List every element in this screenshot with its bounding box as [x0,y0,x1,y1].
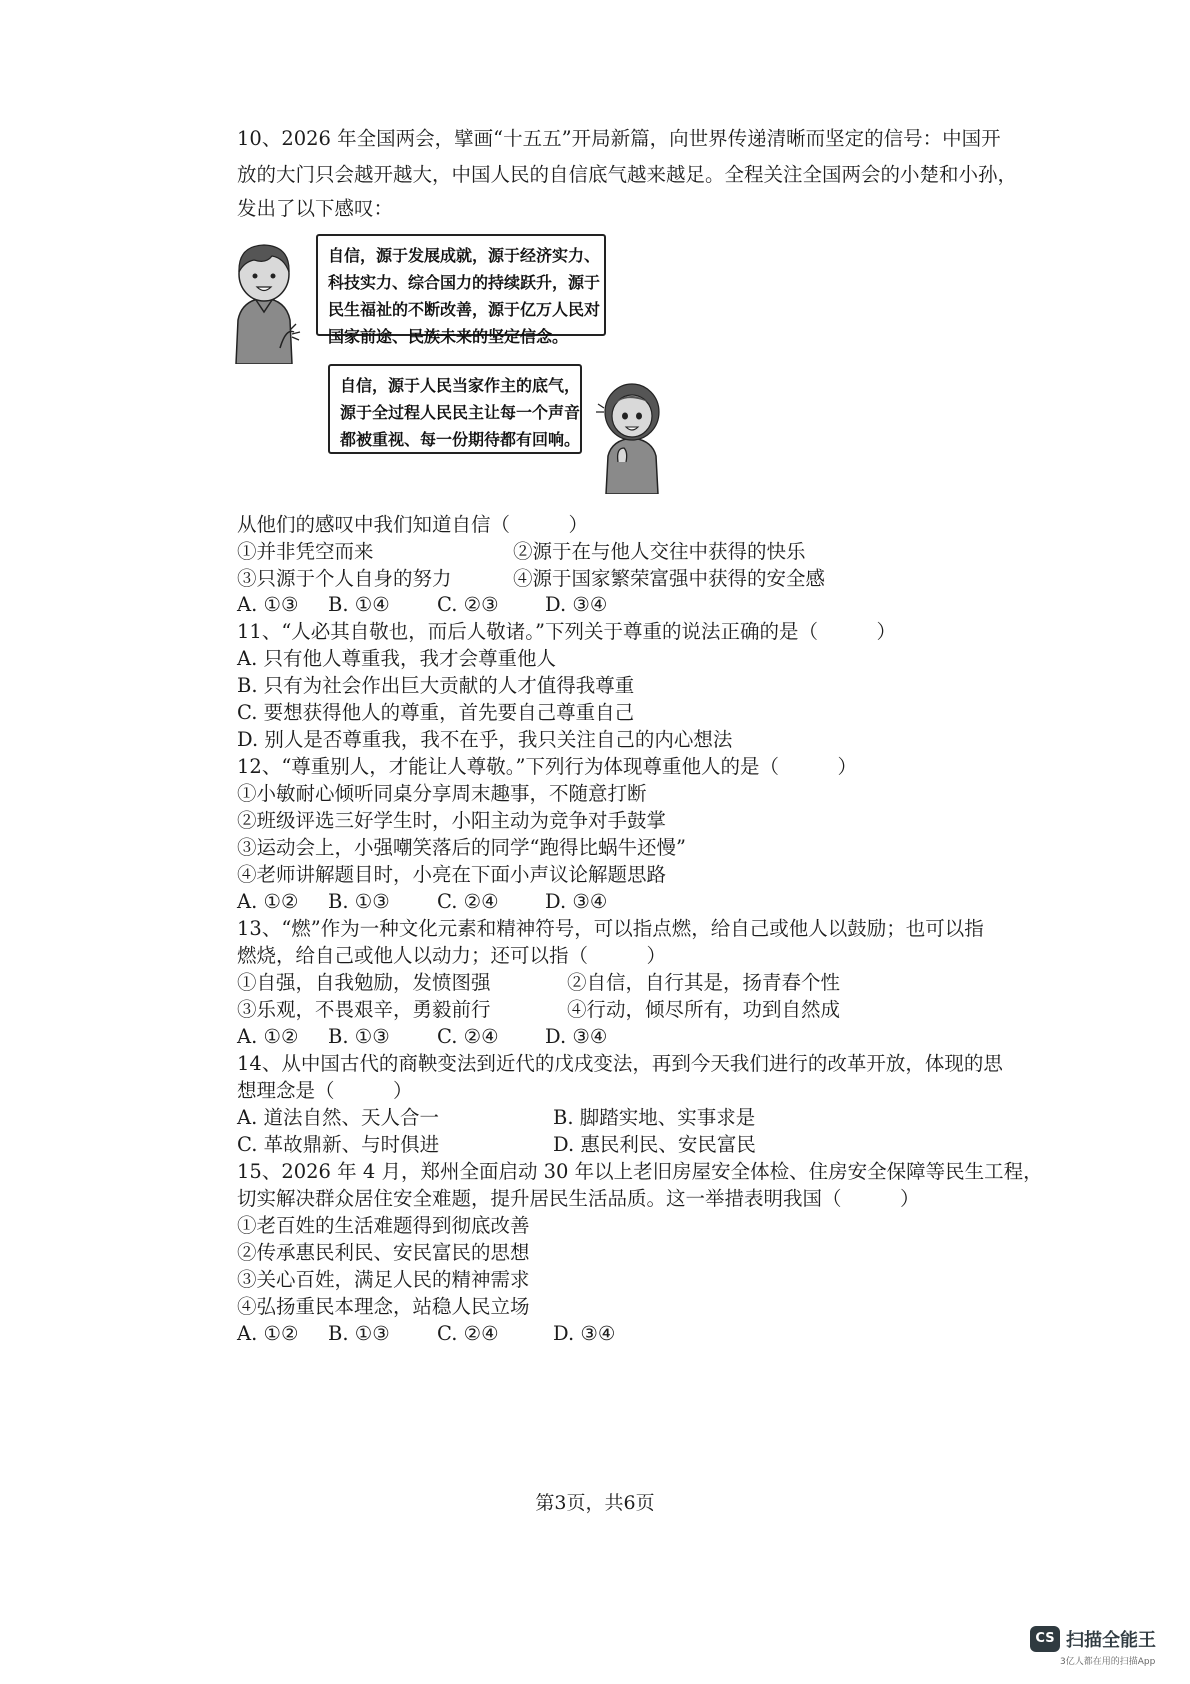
q14-stem-line-2: 想理念是（ ） [237,1079,413,1102]
bubble-boy-line-1: 自信，源于发展成就，源于经济实力、 [328,246,601,265]
q15-item-2: ②传承惠民利民、安民富民的思想 [237,1241,530,1264]
girl-illustration [592,378,670,494]
q12-answer-c: C. ②④ [437,890,499,913]
q13-answer-c: C. ②④ [437,1025,499,1048]
q13-option-1: ①自强，自我勉励，发愤图强 [237,971,491,994]
q12-answer-d: D. ③④ [545,890,608,913]
speech-bubble-boy [316,234,606,346]
q11-stem: 11、“人必其自敬也，而后人敬诸。”下列关于尊重的说法正确的是（ ） [237,620,897,643]
q13-option-2: ②自信，自行其是，扬青春个性 [567,971,841,994]
q15-stem-line-2: 切实解决群众居住安全难题，提升居民生活品质。这一举措表明我国（ ） [237,1187,920,1210]
q13-stem-line-2: 燃烧，给自己或他人以动力；还可以指（ ） [237,944,667,967]
q15-answer-d: D. ③④ [553,1322,616,1345]
q12-answer-b: B. ①③ [328,890,390,913]
q14-option-c: C. 革故鼎新、与时俱进 [237,1133,440,1156]
q10-answer-d: D. ③④ [545,593,608,616]
q10-stem-line-3: 发出了以下感叹： [237,197,394,220]
scanner-watermark [1030,1622,1170,1668]
q13-answer-a: A. ①② [237,1025,299,1048]
q11-option-a: A. 只有他人尊重我，我才会尊重他人 [237,647,556,670]
q15-item-4: ④弘扬重民本理念，站稳人民立场 [237,1295,530,1318]
camscanner-logo-icon: CS [1030,1626,1060,1652]
q15-item-3: ③关心百姓，满足人民的精神需求 [237,1268,530,1291]
q10-answer-a: A. ①③ [237,593,299,616]
q10-answer-c: C. ②③ [437,593,499,616]
speech-bubble-girl [328,364,582,454]
q12-item-2: ②班级评选三好学生时，小阳主动为竞争对手鼓掌 [237,809,667,832]
q14-option-d: D. 惠民利民、安民富民 [553,1133,756,1156]
q10-question: 从他们的感叹中我们知道自信（ ） [237,513,589,536]
q11-option-c: C. 要想获得他人的尊重，首先要自己尊重自己 [237,701,635,724]
q13-answer-b: B. ①③ [328,1025,390,1048]
q12-item-3: ③运动会上，小强嘲笑落后的同学“跑得比蜗牛还慢” [237,836,686,859]
q11-option-b: B. 只有为社会作出巨大贡献的人才值得我尊重 [237,674,635,697]
q13-option-3: ③乐观，不畏艰辛，勇毅前行 [237,998,491,1021]
q14-option-b: B. 脚踏实地、实事求是 [553,1106,756,1129]
q12-answer-a: A. ①② [237,890,299,913]
q13-option-4: ④行动，倾尽所有，功到自然成 [567,998,841,1021]
scanner-brand-name: 扫描全能王 [1066,1630,1156,1651]
q12-stem: 12、“尊重别人，才能让人尊敬。”下列行为体现尊重他人的是（ ） [237,755,858,778]
bubble-girl-line-2: 源于全过程人民民主让每一个声音 [340,403,581,422]
bubble-boy-line-3: 民生福祉的不断改善，源于亿万人民对 [328,300,601,319]
q15-stem-line-1: 15、2026 年 4 月，郑州全面启动 30 年以上老旧房屋安全体检、住房安全保障等民生工程， [237,1160,1043,1183]
boy-illustration [224,236,304,364]
q15-answer-b: B. ①③ [328,1322,390,1345]
bubble-girl-line-1: 自信，源于人民当家作主的底气， [340,376,581,395]
q10-option-4: ④源于国家繁荣富强中获得的安全感 [513,567,826,590]
q10-option-3: ③只源于个人自身的努力 [237,567,452,590]
bubble-girl-line-3: 都被重视、每一份期待都有回响。 [340,430,581,449]
q10-option-2: ②源于在与他人交往中获得的快乐 [513,540,806,563]
q10-stem-line-2: 放的大门只会越开越大，中国人民的自信底气越来越足。全程关注全国两会的小楚和小孙， [237,163,1018,186]
q15-item-1: ①老百姓的生活难题得到彻底改善 [237,1214,530,1237]
bubble-boy-line-4: 国家前途、民族未来的坚定信念。 [328,327,569,346]
q14-option-a: A. 道法自然、天人合一 [237,1106,439,1129]
q10-answer-b: B. ①④ [328,593,390,616]
q14-stem-line-1: 14、从中国古代的商鞅变法到近代的戊戌变法，再到今天我们进行的改革开放，体现的思 [237,1052,1003,1075]
q15-answer-c: C. ②④ [437,1322,499,1345]
scanner-brand-tagline: 3亿人都在用的扫描App [1060,1657,1156,1667]
q12-item-1: ①小敏耐心倾听同桌分享周末趣事，不随意打断 [237,782,647,805]
page-number-footer: 第3页，共6页 [535,1492,655,1514]
q13-answer-d: D. ③④ [545,1025,608,1048]
q12-item-4: ④老师讲解题目时，小亮在下面小声议论解题思路 [237,863,667,886]
q11-option-d: D. 别人是否尊重我，我不在乎，我只关注自己的内心想法 [237,728,733,751]
q10-stem-line-1: 10、2026 年全国两会，擘画“十五五”开局新篇，向世界传递清晰而坚定的信号：中国开 [237,127,1001,150]
q10-option-1: ①并非凭空而来 [237,540,374,563]
bubble-boy-line-2: 科技实力、综合国力的持续跃升，源于 [328,273,601,292]
q13-stem-line-1: 13、“燃”作为一种文化元素和精神符号，可以指点燃，给自己或他人以鼓励；也可以指 [237,917,984,940]
q15-answer-a: A. ①② [237,1322,299,1345]
